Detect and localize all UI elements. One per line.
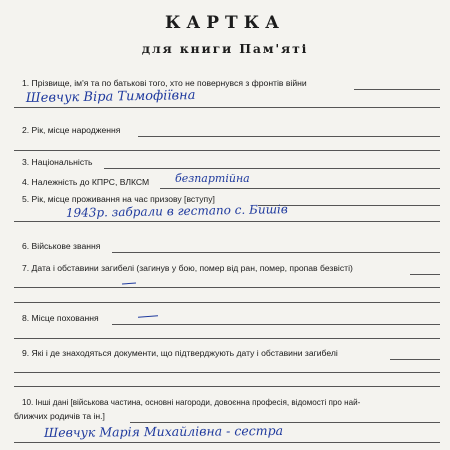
field-6-line <box>112 252 440 253</box>
field-6-label: 6. Військове звання <box>22 241 101 251</box>
field-4-label: 4. Належність до КПРС, ВЛКСМ <box>22 177 150 187</box>
field-9-label: 9. Які і де знаходяться документи, що підтверджують дату і обставини загибелі <box>22 348 338 358</box>
field-1-line-a <box>354 89 440 90</box>
field-8-line-b <box>14 338 440 339</box>
field-3-label: 3. Національність <box>22 157 93 167</box>
field-10-line-b <box>14 442 440 443</box>
field-10-handwritten: Шевчук Марія Михайлівна - сестра <box>43 422 284 440</box>
field-7-line-c <box>14 302 440 303</box>
field-1-handwritten: Шевчук Віра Тимофіївна <box>25 88 196 106</box>
field-10-label-line1: 10. Інші дані [військова частина, основні нагороди, довоєнна професія, відомості про най- <box>22 398 361 407</box>
field-2-line-a <box>138 136 440 137</box>
field-9-line-b <box>14 372 440 373</box>
field-5-label: 5. Рік, місце проживання на час призову [вступу] <box>22 194 215 204</box>
field-7-line-a <box>410 274 440 275</box>
field-8-blank-dash <box>138 315 158 317</box>
field-5-handwritten: 1943р. забрали в гестапо с. Бишів <box>65 202 288 220</box>
field-7-label: 7. Дата і обставини загибелі (загинув у бою, помер від ран, помер, пропав безвісті) <box>22 263 353 273</box>
field-4-handwritten: безпартійна <box>175 172 250 185</box>
field-7-blank-dash <box>122 283 136 285</box>
field-9-line-a <box>390 359 440 360</box>
field-5-line-b <box>14 221 440 222</box>
field-9-line-c <box>14 386 440 387</box>
card-title: КАРТКА <box>164 13 286 33</box>
field-1-line-b <box>14 107 440 108</box>
field-2-label: 2. Рік, місце народження <box>22 125 121 135</box>
field-10-label-line2: ближчих родичів та ін.] <box>14 411 105 421</box>
field-8-label: 8. Місце поховання <box>22 313 99 323</box>
field-3-line <box>104 168 440 169</box>
field-1-label: 1. Прізвище, ім'я та по батькові того, хто не повернувся з фронтів війни <box>22 78 307 88</box>
field-4-line <box>160 188 440 189</box>
field-2-line-b <box>14 150 440 151</box>
card-subtitle: для книги Пам'яті <box>141 41 309 56</box>
field-8-line-a <box>112 324 440 325</box>
field-7-line-b <box>14 287 440 288</box>
